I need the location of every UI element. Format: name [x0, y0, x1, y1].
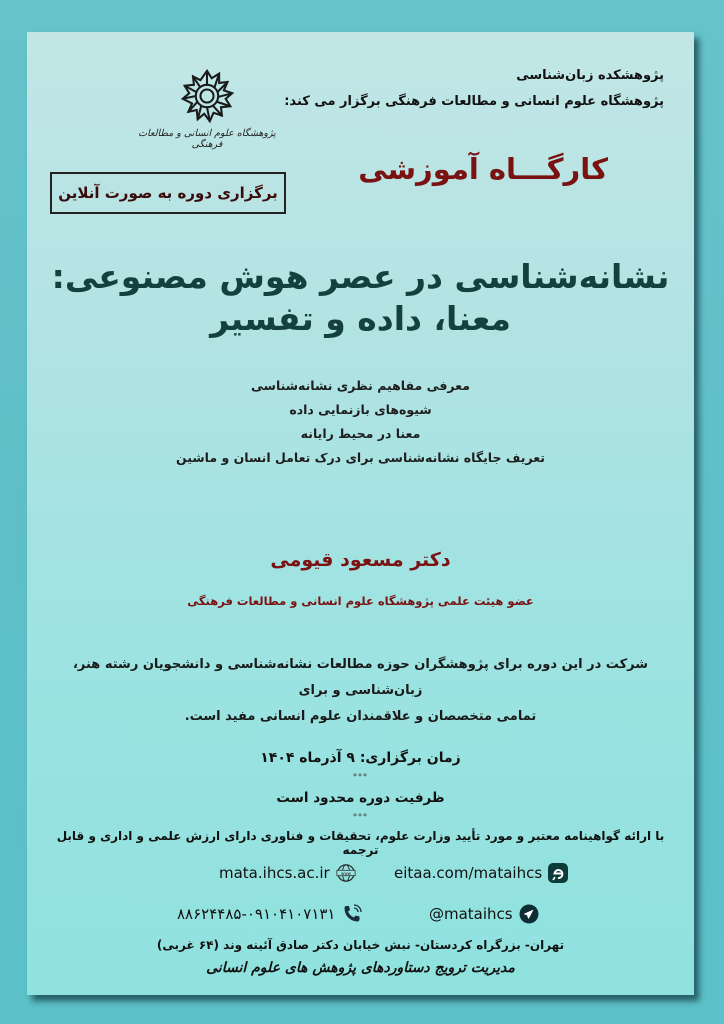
capacity-notice: ظرفیت دوره محدود است — [276, 790, 445, 806]
logo-caption: پژوهشگاه علوم انسانی و مطالعات فرهنگی — [138, 128, 276, 150]
topic-item: شیوه‌های بازنمایی داده — [289, 402, 432, 417]
separator: *** — [353, 772, 368, 781]
separator: *** — [353, 812, 368, 821]
svg-text:www: www — [340, 870, 351, 876]
online-notice-box: برگزاری دوره به صورت آنلاین — [50, 172, 286, 214]
poster-card — [27, 32, 694, 995]
phone-number[interactable]: ۸۸۶۲۴۴۸۵-۰۹۱۰۴۱۰۷۱۳۱ — [177, 905, 336, 923]
title-line-1: نشانه‌شناسی در عصر هوش مصنوعی: — [51, 257, 670, 296]
telegram-icon — [519, 904, 539, 924]
website-contact[interactable] — [219, 863, 356, 883]
workshop-title — [27, 256, 694, 340]
title-line-2: معنا، داده و تفسیر — [210, 299, 511, 338]
description-line-1: شرکت در این دوره برای پژوهشگران حوزه مطالعات نشانه‌شناسی و دانشجویان رشته هنر، زبان‌شناسی و برای — [72, 657, 649, 698]
phone-icon — [342, 904, 362, 924]
presenter-affiliation: عضو هیئت علمی پژوهشگاه علوم انسانی و مطالعات فرهنگی — [187, 594, 534, 608]
topic-item: معنا در محیط رایانه — [300, 426, 421, 441]
website-link[interactable]: mata.ihcs.ac.ir — [219, 864, 330, 882]
topic-item: تعریف جایگاه نشانه‌شناسی برای درک تعامل انسان و ماشین — [176, 450, 545, 465]
audience-description — [47, 652, 674, 730]
description-line-2: تمامی متخصصان و علاقمندان علوم انسانی مفید است. — [184, 709, 537, 724]
phone-contact[interactable] — [177, 904, 362, 924]
star-rosette-icon — [179, 68, 235, 124]
certificate-notice: با ارائه گواهینامه معتبر و مورد تأیید وزارت علوم، تحقیقات و فناوری دارای ارزش علمی و اداری و قابل ترجمه — [56, 829, 665, 857]
organizer-parent: پژوهشگاه علوم انسانی و مطالعات فرهنگی برگزار می کند: — [284, 94, 664, 109]
address: تهران- بزرگراه کردستان- نبش خیابان دکتر صادق آئینه وند (۶۴ غربی) — [156, 938, 565, 952]
organizer-institute: پژوهشکده زبان‌شناسی — [516, 68, 664, 83]
workshop-label: کارگـــاه آموزشی — [358, 152, 608, 186]
management-office: مدیریت ترویج دستاوردهای پژوهش های علوم انسانی — [206, 960, 515, 976]
institute-logo — [127, 68, 287, 150]
presenter-name: دکتر مسعود قیومی — [270, 549, 451, 571]
telegram-contact[interactable] — [429, 904, 539, 924]
eitaa-contact[interactable] — [394, 863, 568, 883]
eitaa-link[interactable]: eitaa.com/mataihcs — [394, 864, 543, 882]
event-date: زمان برگزاری: ۹ آذرماه ۱۴۰۴ — [260, 750, 461, 766]
telegram-handle[interactable]: @mataihcs — [429, 905, 513, 923]
globe-www-icon — [336, 863, 356, 883]
topics-list — [27, 374, 694, 470]
topic-item: معرفی مفاهیم نظری نشانه‌شناسی — [251, 378, 470, 393]
eitaa-icon — [548, 863, 568, 883]
